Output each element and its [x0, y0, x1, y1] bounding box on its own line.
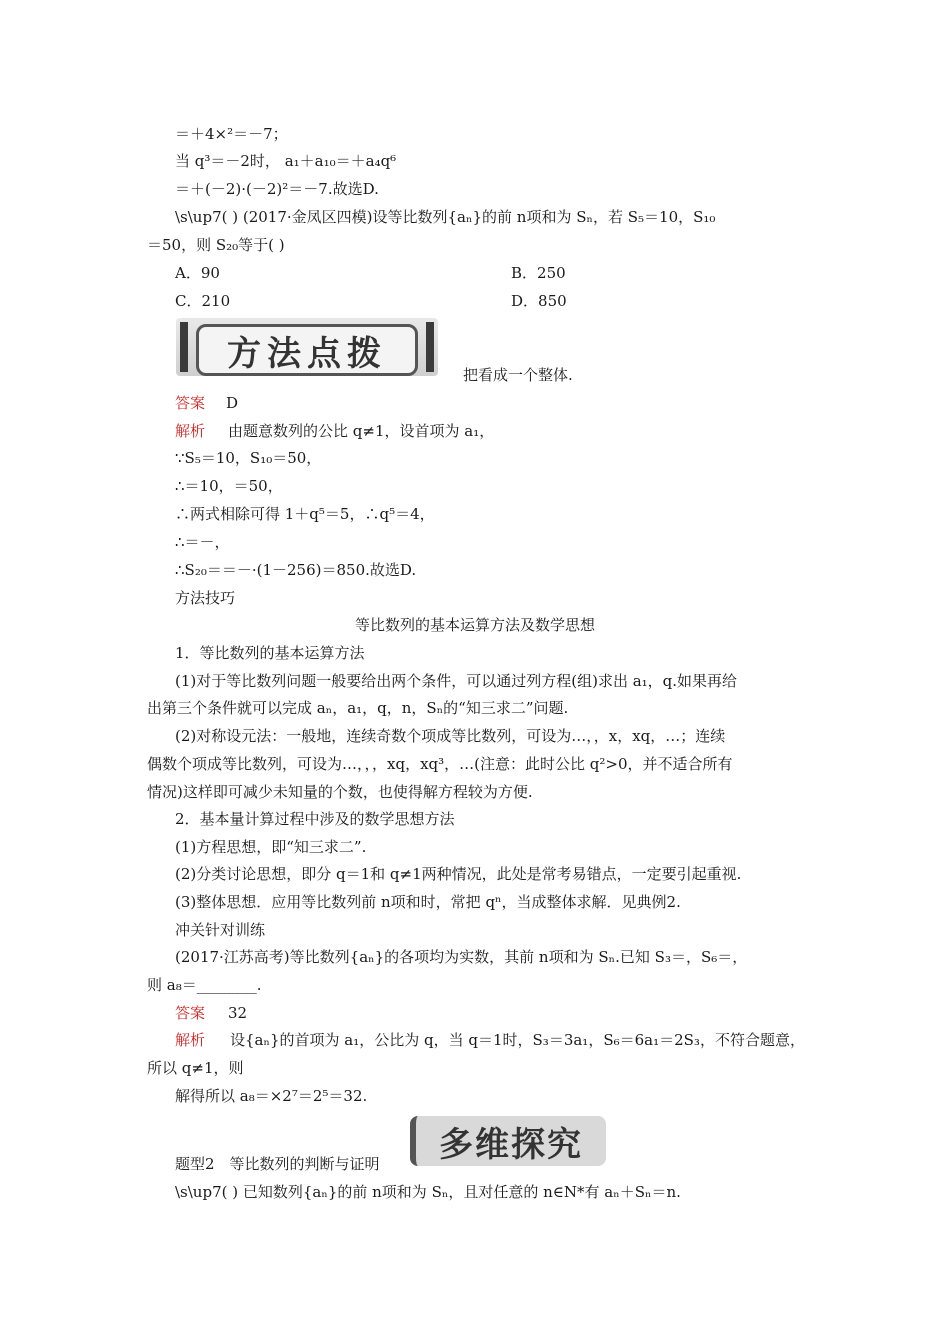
- text-line: (2017·江苏高考)等比数列{aₙ}的各项均为实数，其前 n项和为 Sₙ.已知 S₃＝，S₆＝，: [175, 948, 748, 966]
- text-line: 解得所以 a₈＝×2⁷＝2⁵＝32.: [175, 1087, 368, 1105]
- text-line: 所以 q≠1，则: [147, 1059, 244, 1077]
- method-banner-title: 方法点拨: [196, 324, 418, 376]
- text-line: 情况)这样即可减少未知量的个数，也使得解方程较为方便.: [147, 783, 533, 801]
- method-banner: [176, 318, 438, 376]
- answer-value: D: [226, 394, 239, 412]
- analysis-text: 由题意数列的公比 q≠1，设首项为 a₁，: [228, 422, 495, 440]
- analysis-label: 解析: [175, 1031, 206, 1049]
- text-line: 把看成一个整体.: [463, 366, 573, 384]
- answer-value: 32: [228, 1004, 248, 1022]
- option-d: D．850: [511, 292, 567, 310]
- text-line: ∴＝10，＝50，: [175, 477, 283, 495]
- section-heading: 等比数列的基本运算方法及数学思想: [354, 616, 595, 634]
- banner-bar-left: [180, 322, 188, 372]
- text-line: (2)分类讨论思想，即分 q＝1和 q≠1两种情况，此处是常考易错点，一定要引起重视.: [175, 865, 742, 883]
- text-line: (3)整体思想．应用等比数列前 n项和时，常把 qⁿ，当成整体求解．见典例2.: [175, 893, 681, 911]
- answer-label: 答案: [175, 1004, 206, 1022]
- text-line: \s\up7( ) 已知数列{aₙ}的前 n项和为 Sₙ，且对任意的 n∈N*有 aₙ＋Sₙ＝n.: [175, 1183, 681, 1201]
- option-b: B．250: [511, 264, 566, 282]
- text-line: 当 q³＝－2时， a₁＋a₁₀＝＋a₄q⁶: [175, 152, 397, 170]
- text-line: 则 a₈＝________.: [147, 976, 262, 994]
- section-label: 方法技巧: [175, 589, 236, 607]
- option-a: A．90: [175, 264, 220, 282]
- text-line: 出第三个条件就可以完成 aₙ，a₁，q，n，Sₙ的“知三求二”问题.: [147, 699, 569, 717]
- text-line: 偶数个项成等比数列，可设为…，，，xq，xq³，…(注意：此时公比 q²>0，并不适合所有: [147, 755, 733, 773]
- text-line: ＝＋4×²＝－7；: [175, 125, 288, 143]
- text-line: ＝＋(－2)·(－2)²＝－7.故选D.: [175, 180, 379, 198]
- option-c: C．210: [175, 292, 231, 310]
- explore-banner: 多维探究: [410, 1116, 606, 1166]
- text-line: ∴S₂₀＝＝－·(1－256)＝850.故选D.: [175, 561, 417, 579]
- text-line: (1)对于等比数列问题一般要给出两个条件，可以通过列方程(组)求出 a₁，q.如果再给: [175, 672, 738, 690]
- analysis-label: 解析: [175, 422, 206, 440]
- text-line: (2)对称设元法：一般地，连续奇数个项成等比数列，可设为…，，x，xq，…；连续: [175, 727, 726, 745]
- section-label: 冲关针对训练: [175, 921, 266, 939]
- text-line: ∴两式相除可得 1＋q⁵＝5，∴q⁵＝4，: [175, 505, 435, 523]
- banner-bar-right: [426, 322, 434, 372]
- text-line: 1．等比数列的基本运算方法: [175, 644, 365, 662]
- answer-label: 答案: [175, 394, 206, 412]
- analysis-text: 设{aₙ}的首项为 a₁，公比为 q，当 q＝1时，S₃＝3a₁，S₆＝6a₁＝2S₃，不符合题意，: [230, 1031, 805, 1049]
- topic-heading: 题型2 等比数列的判断与证明: [175, 1155, 380, 1173]
- text-line: (1)方程思想，即“知三求二”.: [175, 838, 367, 856]
- text-line: 2．基本量计算过程中涉及的数学思想方法: [175, 810, 455, 828]
- text-line: ∴＝－，: [175, 533, 230, 551]
- text-line: \s\up7( ) (2017·金凤区四模)设等比数列{aₙ}的前 n项和为 Sₙ，若 S₅＝10，S₁₀: [175, 208, 716, 226]
- text-line: ＝50，则 S₂₀等于( ): [147, 236, 285, 254]
- text-line: ∵S₅＝10，S₁₀＝50，: [175, 449, 322, 467]
